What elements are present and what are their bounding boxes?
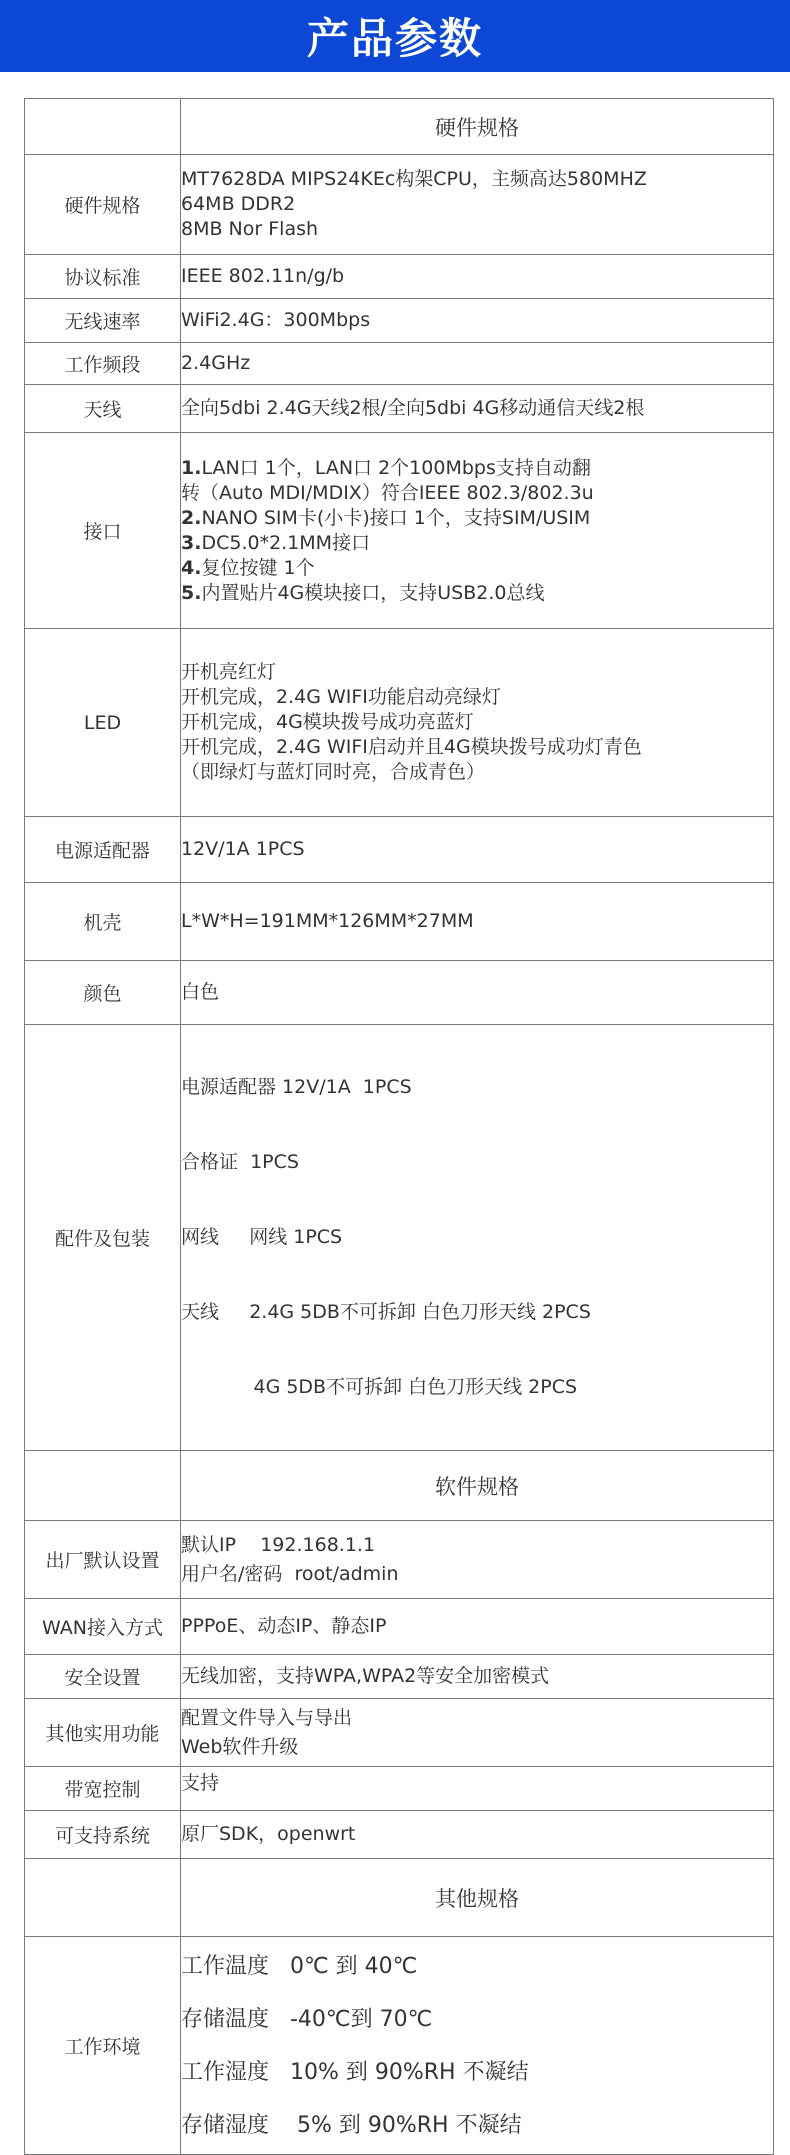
row-label: 可支持系统 xyxy=(25,1811,181,1859)
row-value xyxy=(181,1599,774,1655)
value-line: 合格证 1PCS xyxy=(181,1151,299,1173)
value-line: 开机亮红灯 xyxy=(181,661,277,683)
item-text: 转（Auto MDI/MDIX）符合IEEE 802.3/802.3u xyxy=(181,481,594,504)
row-value xyxy=(181,1937,774,2155)
table-row xyxy=(25,385,774,433)
value-line: 电源适配器 12V/1A 1PCS xyxy=(181,1076,412,1098)
item-text: 内置贴片4G模块接口，支持USB2.0总线 xyxy=(201,581,545,604)
value-line: 支持 xyxy=(181,1772,220,1794)
value-line xyxy=(181,506,773,531)
row-label: 接口 xyxy=(25,433,181,629)
row-label: 工作频段 xyxy=(25,343,181,385)
value-line: 8MB Nor Flash xyxy=(181,218,319,240)
item-text: NANO SIM卡(小卡)接口 1个，支持SIM/USIM xyxy=(201,506,591,529)
value-line: PPPoE、动态IP、静态IP xyxy=(181,1615,387,1637)
value-line: L*W*H=191MM*126MM*27MM xyxy=(181,910,474,932)
value-line: 全向5dbi 2.4G天线2根/全向5dbi 4G移动通信天线2根 xyxy=(181,397,645,419)
value-line xyxy=(181,481,773,506)
section-header-row xyxy=(25,1451,774,1521)
value-line: 开机完成，4G模块拨号成功亮蓝灯 xyxy=(181,711,474,733)
row-value xyxy=(181,385,774,433)
item-text: LAN口 1个，LAN口 2个100Mbps支持自动翻 xyxy=(201,456,591,479)
table-row xyxy=(25,1811,774,1859)
row-value xyxy=(181,1655,774,1699)
value-line: 开机完成，2.4G WIFI启动并且4G模块拨号成功灯青色 xyxy=(181,736,642,758)
section-title-other: 其他规格 xyxy=(181,1859,774,1937)
row-label: 配件及包装 xyxy=(25,1025,181,1451)
value-line: 原厂SDK，openwrt xyxy=(181,1823,356,1845)
row-value xyxy=(181,255,774,299)
table-row xyxy=(25,1521,774,1599)
table-row xyxy=(25,629,774,817)
value-line: MT7628DA MIPS24KEc构架CPU，主频高达580MHZ xyxy=(181,168,647,190)
value-line xyxy=(181,581,773,606)
value-line: 12V/1A 1PCS xyxy=(181,838,305,860)
row-label: 天线 xyxy=(25,385,181,433)
value-line xyxy=(181,456,773,481)
value-line: 工作温度 0℃ 到 40℃ xyxy=(181,1953,418,1979)
value-line: 2.4GHz xyxy=(181,352,251,374)
row-value xyxy=(181,1767,774,1811)
table-row xyxy=(25,961,774,1025)
value-line: 64MB DDR2 xyxy=(181,193,296,215)
value-line: 存储湿度 5% 到 90%RH 不凝结 xyxy=(181,2112,522,2138)
row-label: 安全设置 xyxy=(25,1655,181,1699)
row-value xyxy=(181,343,774,385)
row-label: WAN接入方式 xyxy=(25,1599,181,1655)
value-line xyxy=(181,531,773,556)
row-label: 机壳 xyxy=(25,883,181,961)
table-row xyxy=(25,1599,774,1655)
item-number: 2. xyxy=(181,506,202,529)
item-number: 3. xyxy=(181,531,202,554)
table-row xyxy=(25,1699,774,1767)
item-number: 4. xyxy=(181,556,202,579)
page-title: 产品参数 xyxy=(306,14,483,63)
value-line: 天线 2.4G 5DB不可拆卸 白色刀形天线 2PCS xyxy=(181,1301,591,1323)
value-line: 网线 网线 1PCS xyxy=(181,1226,343,1248)
value-line: 无线加密，支持WPA,WPA2等安全加密模式 xyxy=(181,1665,550,1687)
row-label: 协议标准 xyxy=(25,255,181,299)
table-row xyxy=(25,817,774,883)
value-line: 白色 xyxy=(181,981,220,1003)
table-row xyxy=(25,155,774,255)
value-line: IEEE 802.11n/g/b xyxy=(181,265,345,287)
table-row xyxy=(25,1767,774,1811)
row-label: 带宽控制 xyxy=(25,1767,181,1811)
table-row xyxy=(25,1937,774,2155)
value-line: 开机完成，2.4G WIFI功能启动亮绿灯 xyxy=(181,686,501,708)
row-label: 电源适配器 xyxy=(25,817,181,883)
row-value xyxy=(181,299,774,343)
row-value xyxy=(181,433,774,629)
section-title-hardware: 硬件规格 xyxy=(181,99,774,155)
value-line xyxy=(181,556,773,581)
banner xyxy=(0,0,790,72)
empty-cell xyxy=(25,99,181,155)
row-value xyxy=(181,817,774,883)
value-line: Web软件升级 xyxy=(181,1735,299,1758)
table-row xyxy=(25,1025,774,1451)
value-line: （即绿灯与蓝灯同时亮，合成青色） xyxy=(181,761,486,783)
value-line: 存储温度 -40℃到 70℃ xyxy=(181,2006,433,2032)
value-line: 默认IP 192.168.1.1 xyxy=(181,1533,376,1556)
table-row xyxy=(25,255,774,299)
item-text: 复位按键 1个 xyxy=(201,556,315,579)
section-header-row xyxy=(25,1859,774,1937)
value-line: 4G 5DB不可拆卸 白色刀形天线 2PCS xyxy=(181,1376,578,1398)
row-label: 无线速率 xyxy=(25,299,181,343)
table-row xyxy=(25,299,774,343)
value-line: WiFi2.4G：300Mbps xyxy=(181,309,371,331)
spec-table xyxy=(24,98,774,2155)
table-row xyxy=(25,1655,774,1699)
row-value xyxy=(181,155,774,255)
table-row xyxy=(25,433,774,629)
value-line: 用户名/密码 root/admin xyxy=(181,1562,399,1585)
item-number: 5. xyxy=(181,581,202,604)
row-value xyxy=(181,1025,774,1451)
table-row xyxy=(25,883,774,961)
empty-cell xyxy=(25,1451,181,1521)
row-label: 硬件规格 xyxy=(25,155,181,255)
row-label: 工作环境 xyxy=(25,1937,181,2155)
item-text: DC5.0*2.1MM接口 xyxy=(201,531,371,554)
row-value xyxy=(181,961,774,1025)
row-label: 出厂默认设置 xyxy=(25,1521,181,1599)
item-number: 1. xyxy=(181,456,202,479)
table-row xyxy=(25,343,774,385)
section-header-row xyxy=(25,99,774,155)
row-value xyxy=(181,1699,774,1767)
row-value xyxy=(181,883,774,961)
row-label: 其他实用功能 xyxy=(25,1699,181,1767)
row-value xyxy=(181,1521,774,1599)
value-line: 配置文件导入与导出 xyxy=(181,1706,353,1729)
section-title-software: 软件规格 xyxy=(181,1451,774,1521)
row-label: LED xyxy=(25,629,181,817)
row-value xyxy=(181,1811,774,1859)
row-value xyxy=(181,629,774,817)
value-line: 工作湿度 10% 到 90%RH 不凝结 xyxy=(181,2059,529,2085)
row-label: 颜色 xyxy=(25,961,181,1025)
empty-cell xyxy=(25,1859,181,1937)
